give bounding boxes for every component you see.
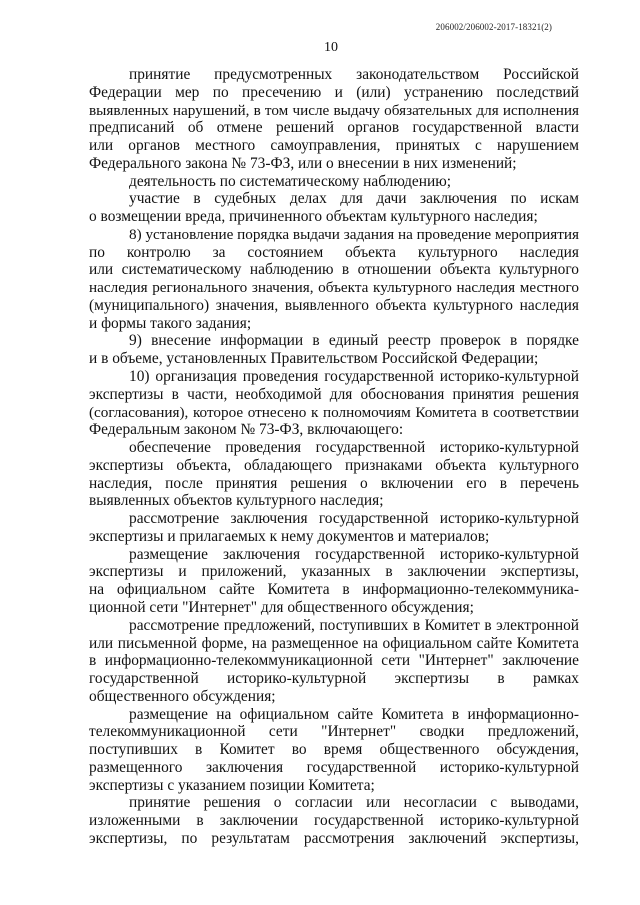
text-line: рассмотрение заключения государственной историко-культурной (129, 510, 579, 528)
text-line: поступивших в Комитет во время общественного обсуждения, (89, 741, 579, 759)
text-line: и в объеме, установленных Правительством Российской Федерации; (89, 350, 539, 368)
text-line: рассмотрение предложений, поступивших в Комитет в электронной (129, 616, 579, 634)
text-line: в информационно-телекоммуникационной сети "Интернет" заключение (89, 652, 579, 670)
text-line: (согласования), которое отнесено к полномочиям Комитета в соответствии (89, 403, 579, 421)
text-line: изложенными в заключении государственной историко-культурной (89, 812, 579, 830)
text-line: предписаний об отмене решений органов государственной власти (89, 119, 579, 137)
text-line: Федерального закона № 73-ФЗ, или о внесении в них изменений; (89, 154, 517, 172)
text-line: или письменной форме, на размещенное на официальном сайте Комитета (89, 634, 579, 652)
text-line: выявленных нарушений, в том числе выдачу обязательных для исполнения (89, 101, 579, 119)
text-line: и формы такого задания; (89, 314, 252, 332)
text-line: общественного обсуждения; (89, 687, 276, 705)
text-line: 9) внесение информации в единый реестр проверок в порядке (129, 332, 579, 350)
text-line: или органов местного самоуправления, принятых с нарушением (89, 137, 579, 155)
text-line: ционной сети "Интернет" для общественного обсуждения; (89, 598, 474, 616)
text-line: экспертизы, по результатам рассмотрения заключений экспертизы, (89, 829, 579, 847)
document-body (89, 66, 579, 848)
document-id: 206002/206002-2017-18321(2) (435, 22, 552, 32)
text-line: экспертизы с указанием позиции Комитета; (89, 776, 375, 794)
page-number: 10 (324, 40, 338, 55)
text-line: по контролю за состоянием объекта культурного наследия (89, 243, 579, 261)
text-line: 8) установление порядка выдачи задания на проведение мероприятия (129, 225, 579, 243)
text-line: выявленных объектов культурного наследия; (89, 492, 384, 510)
text-line: на официальном сайте Комитета в информационно-телекоммуника- (89, 581, 579, 599)
text-line: 10) организация проведения государственной историко-культурной (129, 368, 579, 386)
text-line: участие в судебных делах для дачи заключения по искам (129, 190, 579, 208)
text-line: государственной историко-культурной экспертизы в рамках (89, 670, 579, 688)
text-line: Федеральным законом № 73-ФЗ, включающего: (89, 421, 404, 439)
text-line: экспертизы в части, необходимой для обоснования принятия решения (89, 385, 579, 403)
text-line: размещенного заключения государственной историко-культурной (89, 758, 579, 776)
text-line: Федерации мер по пресечению и (или) устранению последствий (89, 83, 579, 101)
text-line: (муниципального) значения, выявленного объекта культурного наследия (89, 296, 579, 314)
text-line: обеспечение проведения государственной историко-культурной (129, 439, 579, 457)
text-line: экспертизы и приложений, указанных в заключении экспертизы, (89, 563, 579, 581)
text-line: или систематическому наблюдению в отношении объекта культурного (89, 261, 579, 279)
text-line: о возмещении вреда, причиненного объектам культурного наследия; (89, 208, 538, 226)
text-line: размещение заключения государственной историко-культурной (129, 545, 579, 563)
text-line: принятие решения о согласии или несогласии с выводами, (129, 794, 579, 812)
text-line: экспертизы объекта, обладающего признаками объекта культурного (89, 456, 579, 474)
text-line: принятие предусмотренных законодательством Российской (129, 66, 579, 83)
text-line: телекоммуникационной сети "Интернет" сводки предложений, (89, 723, 579, 741)
text-line: наследия, после принятия решения о включении его в перечень (89, 474, 579, 492)
text-line: наследия регионального значения, объекта культурного наследия местного (89, 279, 579, 297)
text-line: экспертизы и прилагаемых к нему документов и материалов; (89, 527, 490, 545)
text-line: размещение на официальном сайте Комитета в информационно- (129, 705, 579, 723)
text-line: деятельность по систематическому наблюдению; (129, 172, 451, 190)
